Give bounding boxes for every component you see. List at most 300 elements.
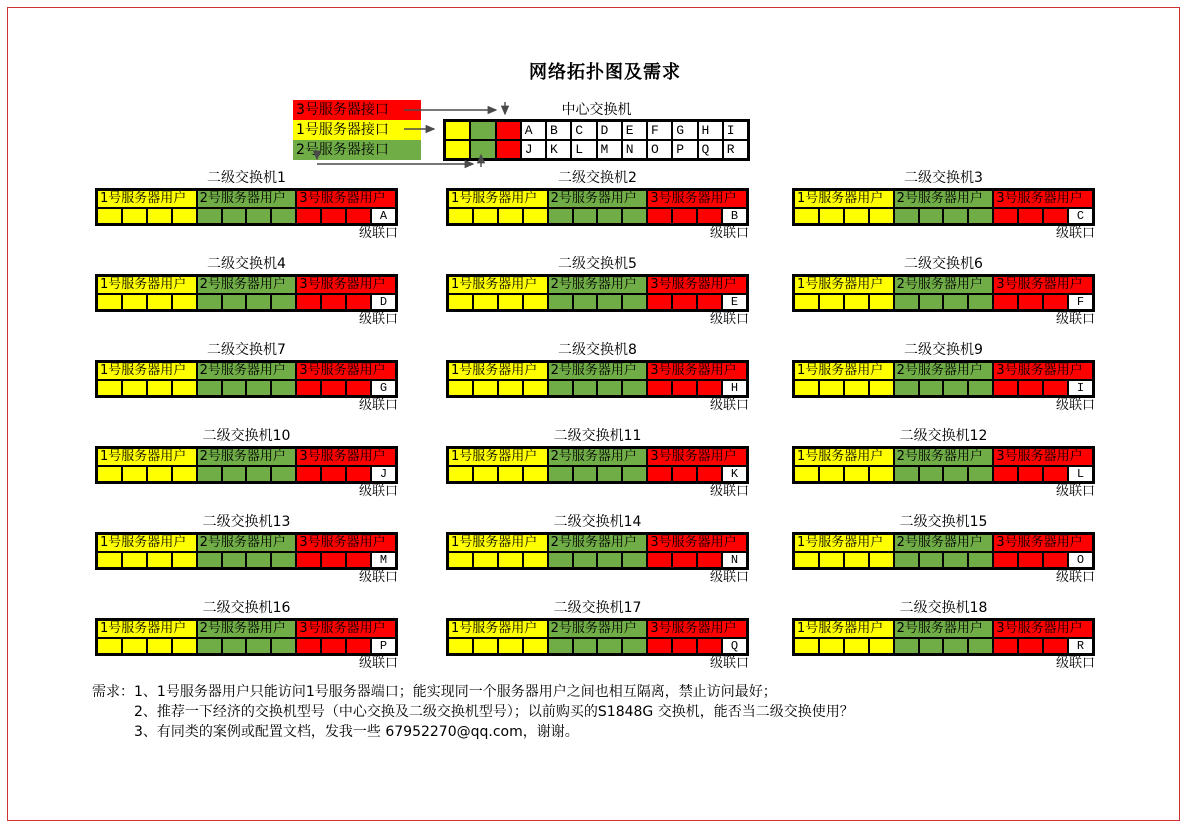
secondary-switch — [95, 254, 398, 327]
center-port-cell: D — [597, 121, 622, 140]
requirements — [92, 682, 1132, 742]
uplink-port-cell: D — [371, 294, 396, 310]
red-port-cell — [321, 466, 346, 482]
yellow-port-cell — [448, 638, 473, 654]
legend — [293, 100, 421, 160]
center-port-cell: N — [622, 140, 647, 159]
red-port-cell — [672, 638, 697, 654]
green-port-cell — [968, 208, 993, 224]
section-label-yellow: 1号服务器用户 — [97, 534, 197, 552]
uplink-port-label: 级联口 — [709, 570, 749, 585]
section-label-red: 3号服务器用户 — [993, 190, 1093, 208]
red-port-cell — [1043, 294, 1068, 310]
secondary-switch — [446, 254, 749, 327]
center-port-cell: A — [521, 121, 546, 140]
red-port-cell — [993, 466, 1018, 482]
section-label-green: 2号服务器用户 — [548, 276, 648, 294]
green-port-cell — [968, 552, 993, 568]
red-port-cell — [296, 208, 321, 224]
red-port-cell — [1018, 466, 1043, 482]
secondary-switch-title: 二级交换机4 — [207, 256, 286, 272]
green-port-cell — [548, 380, 573, 396]
secondary-switch — [95, 512, 398, 585]
red-port-cell — [697, 638, 722, 654]
green-port-cell — [894, 552, 919, 568]
secondary-switch — [792, 254, 1095, 327]
requirement-item-1: 1、1号服务器用户只能访问1号服务器端口；能实现同一个服务器用户之间也相互隔离，禁止访问最好； — [134, 684, 777, 700]
section-label-yellow: 1号服务器用户 — [448, 190, 548, 208]
secondary-switch-grid — [446, 532, 749, 570]
red-port-cell — [1043, 208, 1068, 224]
red-port-cell — [1018, 638, 1043, 654]
secondary-switch — [95, 340, 398, 413]
section-label-green: 2号服务器用户 — [548, 534, 648, 552]
requirement-line-3: 3、有同类的案例或配置文档，发我一些 67952270@qq.com，谢谢。 — [134, 724, 579, 740]
yellow-port-cell — [819, 466, 844, 482]
section-label-red: 3号服务器用户 — [993, 534, 1093, 552]
yellow-port-cell — [523, 552, 548, 568]
red-port-cell — [647, 208, 672, 224]
yellow-port-cell — [869, 208, 894, 224]
uplink-port-cell: M — [371, 552, 396, 568]
green-port-cell — [622, 208, 647, 224]
secondary-switch-title: 二级交换机7 — [207, 342, 286, 358]
red-port-cell — [672, 294, 697, 310]
uplink-port-label: 级联口 — [358, 312, 398, 327]
secondary-switch-title: 二级交换机1 — [207, 170, 286, 186]
red-port-cell — [647, 638, 672, 654]
page-title: 网络拓扑图及需求 — [529, 62, 681, 83]
secondary-switch-grid — [792, 360, 1095, 398]
secondary-switch-grid — [792, 274, 1095, 312]
secondary-switch — [792, 426, 1095, 499]
yellow-port-cell — [122, 380, 147, 396]
yellow-port-cell — [794, 380, 819, 396]
green-port-cell — [622, 466, 647, 482]
section-label-yellow: 1号服务器用户 — [97, 620, 197, 638]
uplink-port-label: 级联口 — [709, 398, 749, 413]
uplink-port-cell: L — [1068, 466, 1093, 482]
green-port-cell — [222, 208, 247, 224]
yellow-port-cell — [498, 208, 523, 224]
uplink-port-label: 级联口 — [1055, 484, 1095, 499]
secondary-switch-grid — [792, 532, 1095, 570]
green-port-cell — [597, 294, 622, 310]
red-port-cell — [496, 140, 521, 159]
red-port-cell — [1018, 294, 1043, 310]
green-port-cell — [246, 552, 271, 568]
uplink-port-label: 级联口 — [358, 656, 398, 671]
section-label-green: 2号服务器用户 — [548, 620, 648, 638]
green-port-cell — [943, 638, 968, 654]
secondary-switch-title: 二级交换机10 — [202, 428, 291, 444]
red-port-cell — [346, 380, 371, 396]
secondary-switch-grid — [446, 274, 749, 312]
red-port-cell — [1043, 638, 1068, 654]
section-label-yellow: 1号服务器用户 — [448, 448, 548, 466]
yellow-port-cell — [473, 466, 498, 482]
section-label-green: 2号服务器用户 — [894, 362, 994, 380]
red-port-cell — [346, 466, 371, 482]
secondary-switch-title: 二级交换机9 — [904, 342, 983, 358]
secondary-switch-title: 二级交换机18 — [899, 600, 988, 616]
section-label-yellow: 1号服务器用户 — [448, 620, 548, 638]
yellow-port-cell — [448, 552, 473, 568]
center-port-cell: E — [622, 121, 647, 140]
green-port-cell — [222, 466, 247, 482]
green-port-cell — [246, 638, 271, 654]
secondary-switch-title: 二级交换机2 — [558, 170, 637, 186]
uplink-port-cell: E — [722, 294, 747, 310]
section-label-green: 2号服务器用户 — [894, 190, 994, 208]
yellow-port-cell — [498, 638, 523, 654]
section-label-green: 2号服务器用户 — [548, 362, 648, 380]
red-port-cell — [993, 552, 1018, 568]
red-port-cell — [296, 638, 321, 654]
requirements-label: 需求： — [92, 684, 134, 700]
yellow-port-cell — [97, 552, 122, 568]
yellow-port-cell — [448, 208, 473, 224]
center-port-cell: P — [672, 140, 697, 159]
red-port-cell — [647, 294, 672, 310]
green-port-cell — [573, 552, 598, 568]
uplink-port-label: 级联口 — [1055, 398, 1095, 413]
green-port-cell — [943, 552, 968, 568]
red-port-cell — [1018, 552, 1043, 568]
uplink-port-label: 级联口 — [358, 226, 398, 241]
section-label-yellow: 1号服务器用户 — [97, 276, 197, 294]
center-port-cell: F — [647, 121, 672, 140]
section-label-yellow: 1号服务器用户 — [448, 276, 548, 294]
section-label-yellow: 1号服务器用户 — [794, 276, 894, 294]
section-label-green: 2号服务器用户 — [197, 276, 297, 294]
section-label-green: 2号服务器用户 — [197, 448, 297, 466]
green-port-cell — [597, 466, 622, 482]
yellow-port-cell — [498, 380, 523, 396]
red-port-cell — [697, 466, 722, 482]
section-label-red: 3号服务器用户 — [296, 534, 396, 552]
red-port-cell — [296, 552, 321, 568]
uplink-port-label: 级联口 — [1055, 226, 1095, 241]
yellow-port-cell — [97, 294, 122, 310]
secondary-switch-title: 二级交换机8 — [558, 342, 637, 358]
uplink-port-cell: R — [1068, 638, 1093, 654]
uplink-port-cell: K — [722, 466, 747, 482]
center-port-cell: G — [672, 121, 697, 140]
section-label-green: 2号服务器用户 — [548, 448, 648, 466]
section-label-yellow: 1号服务器用户 — [97, 448, 197, 466]
green-port-cell — [197, 294, 222, 310]
yellow-port-cell — [122, 552, 147, 568]
yellow-port-cell — [445, 121, 470, 140]
secondary-switch-title: 二级交换机11 — [553, 428, 642, 444]
green-port-cell — [573, 294, 598, 310]
uplink-port-cell: O — [1068, 552, 1093, 568]
yellow-port-cell — [869, 294, 894, 310]
green-port-cell — [597, 638, 622, 654]
section-label-green: 2号服务器用户 — [197, 362, 297, 380]
green-port-cell — [968, 638, 993, 654]
red-port-cell — [1018, 208, 1043, 224]
yellow-port-cell — [819, 638, 844, 654]
secondary-switch-title: 二级交换机16 — [202, 600, 291, 616]
red-port-cell — [697, 380, 722, 396]
yellow-port-cell — [473, 208, 498, 224]
yellow-port-cell — [844, 466, 869, 482]
green-port-cell — [919, 638, 944, 654]
green-port-cell — [246, 466, 271, 482]
yellow-port-cell — [122, 294, 147, 310]
green-port-cell — [894, 380, 919, 396]
yellow-port-cell — [122, 638, 147, 654]
yellow-port-cell — [172, 294, 197, 310]
secondary-switch-title: 二级交换机14 — [553, 514, 642, 530]
red-port-cell — [296, 380, 321, 396]
center-port-cell: C — [571, 121, 596, 140]
center-port-cell: H — [698, 121, 723, 140]
section-label-green: 2号服务器用户 — [197, 190, 297, 208]
uplink-port-label: 级联口 — [358, 398, 398, 413]
green-port-cell — [894, 208, 919, 224]
yellow-port-cell — [794, 294, 819, 310]
secondary-switch-grid — [446, 618, 749, 656]
green-port-cell — [271, 638, 296, 654]
secondary-switch-grid — [95, 446, 398, 484]
uplink-port-cell: B — [722, 208, 747, 224]
green-port-cell — [222, 294, 247, 310]
secondary-switch-grid — [95, 274, 398, 312]
red-port-cell — [672, 552, 697, 568]
red-port-cell — [993, 294, 1018, 310]
uplink-port-label: 级联口 — [358, 570, 398, 585]
section-label-yellow: 1号服务器用户 — [794, 534, 894, 552]
red-port-cell — [346, 638, 371, 654]
green-port-cell — [271, 466, 296, 482]
green-port-cell — [919, 466, 944, 482]
red-port-cell — [697, 552, 722, 568]
red-port-cell — [321, 208, 346, 224]
green-port-cell — [246, 208, 271, 224]
secondary-switch-title: 二级交换机17 — [553, 600, 642, 616]
green-port-cell — [943, 380, 968, 396]
green-port-cell — [943, 466, 968, 482]
secondary-switch — [792, 512, 1095, 585]
section-label-red: 3号服务器用户 — [647, 362, 747, 380]
green-port-cell — [597, 552, 622, 568]
yellow-port-cell — [172, 380, 197, 396]
uplink-port-cell: Q — [722, 638, 747, 654]
legend-item: 3号服务器接口 — [293, 100, 421, 120]
yellow-port-cell — [869, 552, 894, 568]
yellow-port-cell — [448, 466, 473, 482]
section-label-green: 2号服务器用户 — [197, 620, 297, 638]
center-switch-grid — [443, 119, 750, 161]
section-label-yellow: 1号服务器用户 — [448, 362, 548, 380]
center-port-cell: R — [723, 140, 748, 159]
secondary-switch — [446, 340, 749, 413]
secondary-switch — [792, 598, 1095, 671]
uplink-port-cell: G — [371, 380, 396, 396]
secondary-switch — [95, 426, 398, 499]
red-port-cell — [321, 552, 346, 568]
green-port-cell — [894, 638, 919, 654]
green-port-cell — [573, 380, 598, 396]
green-port-cell — [919, 294, 944, 310]
requirement-line-2: 2、推荐一下经济的交换机型号（中心交换及二级交换机型号）；以前购买的S1848G 交换机，能否当二级交换使用？ — [134, 704, 854, 720]
red-port-cell — [697, 294, 722, 310]
secondary-switch-grid — [446, 360, 749, 398]
section-label-yellow: 1号服务器用户 — [448, 534, 548, 552]
green-port-cell — [597, 208, 622, 224]
secondary-switch — [446, 426, 749, 499]
green-port-cell — [943, 294, 968, 310]
section-label-green: 2号服务器用户 — [894, 448, 994, 466]
red-port-cell — [321, 380, 346, 396]
yellow-port-cell — [172, 466, 197, 482]
green-port-cell — [597, 380, 622, 396]
center-port-cell: L — [571, 140, 596, 159]
yellow-port-cell — [498, 466, 523, 482]
yellow-port-cell — [147, 380, 172, 396]
secondary-switch-title: 二级交换机3 — [904, 170, 983, 186]
section-label-red: 3号服务器用户 — [993, 276, 1093, 294]
uplink-port-label: 级联口 — [1055, 656, 1095, 671]
section-label-red: 3号服务器用户 — [647, 190, 747, 208]
section-label-green: 2号服务器用户 — [548, 190, 648, 208]
section-label-yellow: 1号服务器用户 — [794, 190, 894, 208]
red-port-cell — [1043, 380, 1068, 396]
yellow-port-cell — [122, 208, 147, 224]
green-port-cell — [548, 638, 573, 654]
center-port-cell: M — [597, 140, 622, 159]
yellow-port-cell — [844, 638, 869, 654]
uplink-port-label: 级联口 — [1055, 570, 1095, 585]
yellow-port-cell — [844, 208, 869, 224]
red-port-cell — [647, 380, 672, 396]
red-port-cell — [993, 208, 1018, 224]
section-label-red: 3号服务器用户 — [993, 448, 1093, 466]
yellow-port-cell — [819, 208, 844, 224]
section-label-yellow: 1号服务器用户 — [794, 362, 894, 380]
section-label-red: 3号服务器用户 — [296, 362, 396, 380]
green-port-cell — [271, 380, 296, 396]
center-switch — [443, 102, 750, 161]
yellow-port-cell — [97, 638, 122, 654]
uplink-port-label: 级联口 — [709, 226, 749, 241]
yellow-port-cell — [147, 466, 172, 482]
yellow-port-cell — [147, 208, 172, 224]
section-label-red: 3号服务器用户 — [296, 276, 396, 294]
green-port-cell — [968, 466, 993, 482]
secondary-switch-grid — [446, 188, 749, 226]
section-label-green: 2号服务器用户 — [894, 276, 994, 294]
yellow-port-cell — [844, 294, 869, 310]
yellow-port-cell — [147, 552, 172, 568]
section-label-red: 3号服务器用户 — [296, 448, 396, 466]
secondary-switch — [95, 598, 398, 671]
yellow-port-cell — [869, 638, 894, 654]
yellow-port-cell — [172, 208, 197, 224]
section-label-red: 3号服务器用户 — [296, 620, 396, 638]
yellow-port-cell — [147, 294, 172, 310]
section-label-red: 3号服务器用户 — [296, 190, 396, 208]
green-port-cell — [622, 638, 647, 654]
yellow-port-cell — [794, 466, 819, 482]
section-label-green: 2号服务器用户 — [894, 620, 994, 638]
yellow-port-cell — [473, 294, 498, 310]
red-port-cell — [321, 638, 346, 654]
green-port-cell — [470, 140, 495, 159]
secondary-switch — [446, 512, 749, 585]
secondary-switch — [446, 598, 749, 671]
red-port-cell — [321, 294, 346, 310]
section-label-yellow: 1号服务器用户 — [97, 190, 197, 208]
green-port-cell — [548, 294, 573, 310]
red-port-cell — [672, 208, 697, 224]
red-port-cell — [1043, 552, 1068, 568]
yellow-port-cell — [523, 380, 548, 396]
uplink-port-label: 级联口 — [358, 484, 398, 499]
center-port-cell: B — [546, 121, 571, 140]
yellow-port-cell — [869, 466, 894, 482]
section-label-red: 3号服务器用户 — [993, 620, 1093, 638]
yellow-port-cell — [448, 294, 473, 310]
section-label-red: 3号服务器用户 — [993, 362, 1093, 380]
red-port-cell — [647, 466, 672, 482]
green-port-cell — [197, 466, 222, 482]
yellow-port-cell — [448, 380, 473, 396]
section-label-red: 3号服务器用户 — [647, 448, 747, 466]
red-port-cell — [672, 380, 697, 396]
green-port-cell — [548, 208, 573, 224]
secondary-switch-title: 二级交换机12 — [899, 428, 988, 444]
red-port-cell — [1018, 380, 1043, 396]
yellow-port-cell — [172, 638, 197, 654]
green-port-cell — [222, 552, 247, 568]
yellow-port-cell — [473, 638, 498, 654]
red-port-cell — [296, 294, 321, 310]
center-switch-title: 中心交换机 — [561, 102, 632, 118]
yellow-port-cell — [819, 294, 844, 310]
yellow-port-cell — [523, 638, 548, 654]
red-port-cell — [647, 552, 672, 568]
center-port-cell: Q — [698, 140, 723, 159]
yellow-port-cell — [523, 208, 548, 224]
yellow-port-cell — [794, 552, 819, 568]
section-label-red: 3号服务器用户 — [647, 620, 747, 638]
uplink-port-cell: F — [1068, 294, 1093, 310]
secondary-switch-title: 二级交换机6 — [904, 256, 983, 272]
secondary-switch-grid — [792, 446, 1095, 484]
green-port-cell — [197, 552, 222, 568]
uplink-port-cell: N — [722, 552, 747, 568]
yellow-port-cell — [794, 638, 819, 654]
secondary-switch-grid — [95, 618, 398, 656]
secondary-switch — [95, 168, 398, 241]
section-label-yellow: 1号服务器用户 — [97, 362, 197, 380]
red-port-cell — [993, 638, 1018, 654]
red-port-cell — [672, 466, 697, 482]
secondary-switch-title: 二级交换机15 — [899, 514, 988, 530]
yellow-port-cell — [97, 208, 122, 224]
green-port-cell — [548, 552, 573, 568]
yellow-port-cell — [498, 294, 523, 310]
center-port-cell: K — [546, 140, 571, 159]
green-port-cell — [271, 552, 296, 568]
secondary-switch-title: 二级交换机13 — [202, 514, 291, 530]
secondary-switch-grid — [792, 188, 1095, 226]
secondary-switch — [792, 340, 1095, 413]
